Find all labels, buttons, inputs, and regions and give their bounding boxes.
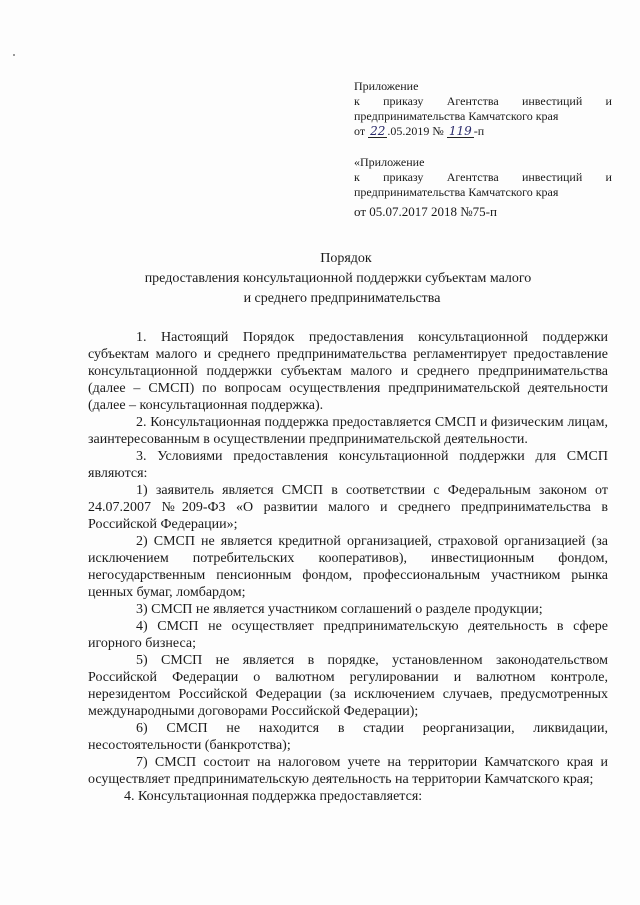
word: Агентства [446, 170, 499, 184]
number-suffix: -п [473, 124, 485, 138]
list-item-5: 5) СМСП не является в порядке, установленном законодательством Российской Федерации о валютном регулировании и валютном контроле, нерезидентом Российской Федерации (за исключением случаев, предусмотренных международными договорами Российской Федерации); [88, 653, 608, 719]
appendix-order-line [354, 170, 612, 185]
word: инвестиций [521, 170, 583, 184]
word: и [605, 94, 612, 108]
paragraph-3: 3. Условиями предоставления консультационной поддержки для СМСП являются: [88, 449, 608, 481]
appendix-order-line [354, 94, 612, 109]
list-item-7: 7) СМСП состоит на налоговом учете на территории Камчатского края и осуществляет предпринимательскую деятельность на территории Камчатского края; [88, 755, 608, 787]
word: и [605, 170, 612, 184]
appendix-header-new [354, 79, 612, 139]
handwritten-number: 119 [448, 124, 472, 138]
word: приказу [383, 170, 424, 184]
date-prefix: от [354, 124, 366, 138]
word: к [354, 94, 360, 108]
list-item-1: 1) заявитель является СМСП в соответствии с Федеральным законом от 24.07.2007 №209-ФЗ «О развитии малого и среднего предпринимательства в Российской Федерации»; [88, 483, 608, 532]
paragraph-4: 4. Консультационная поддержка предоставляется: [124, 789, 423, 804]
handwritten-day: 22 [370, 124, 386, 138]
appendix-header-old [354, 155, 612, 219]
word: Агентства [446, 94, 499, 108]
paragraph-2: 2. Консультационная поддержка предоставляется СМСП и физическим лицам, заинтересованным в осуществлении предпринимательской деятельности. [88, 415, 608, 447]
paragraph-1: 1. Настоящий Порядок предоставления консультационной поддержки субъектам малого и среднего предпринимательства регламентирует предоставление консультационной поддержки субъектам малого и среднего предпринимательства (далее – СМСП) по вопросам осуществления предпринимательской деятельности (далее – консультационная поддержка). [88, 330, 608, 413]
appendix-agency-line: предпринимательства Камчатского края [354, 109, 559, 123]
list-item-2: 2) СМСП не является кредитной организацией, страховой организацией (за исключением потребительских кооперативов), инвестиционным фондом, негосударственным пенсионным фондом, профессиональным участником рынка ценных бумаг, ломбардом; [88, 534, 608, 600]
appendix-date-line: от 05.07.2017 2018 №75-п [354, 204, 497, 219]
scan-artifact [13, 54, 15, 56]
appendix-title: Приложение [354, 79, 419, 93]
list-item-6: 6) СМСП не находится в стадии реорганизации, ликвидации, несостоятельности (банкротства); [88, 721, 608, 753]
word: приказу [383, 94, 424, 108]
list-item-3: 3) СМСП не является участником соглашений о разделе продукции; [136, 602, 543, 617]
appendix-date-line [354, 124, 612, 139]
word: инвестиций [521, 94, 583, 108]
list-item-4: 4) СМСП не осуществляет предпринимательскую деятельность в сфере игорного бизнеса; [88, 619, 608, 651]
document-body [88, 329, 608, 805]
date-rest: .05.2019 № [387, 124, 444, 138]
appendix-agency-line: предпринимательства Камчатского края [354, 185, 559, 199]
document-title: Порядок [320, 251, 372, 266]
document-subtitle-line2: и среднего предпринимательства [243, 291, 441, 306]
document-subtitle-line1: предоставления консультационной поддержки субъектам малого [144, 271, 532, 286]
word: к [354, 170, 360, 184]
appendix-title: «Приложение [354, 155, 425, 169]
